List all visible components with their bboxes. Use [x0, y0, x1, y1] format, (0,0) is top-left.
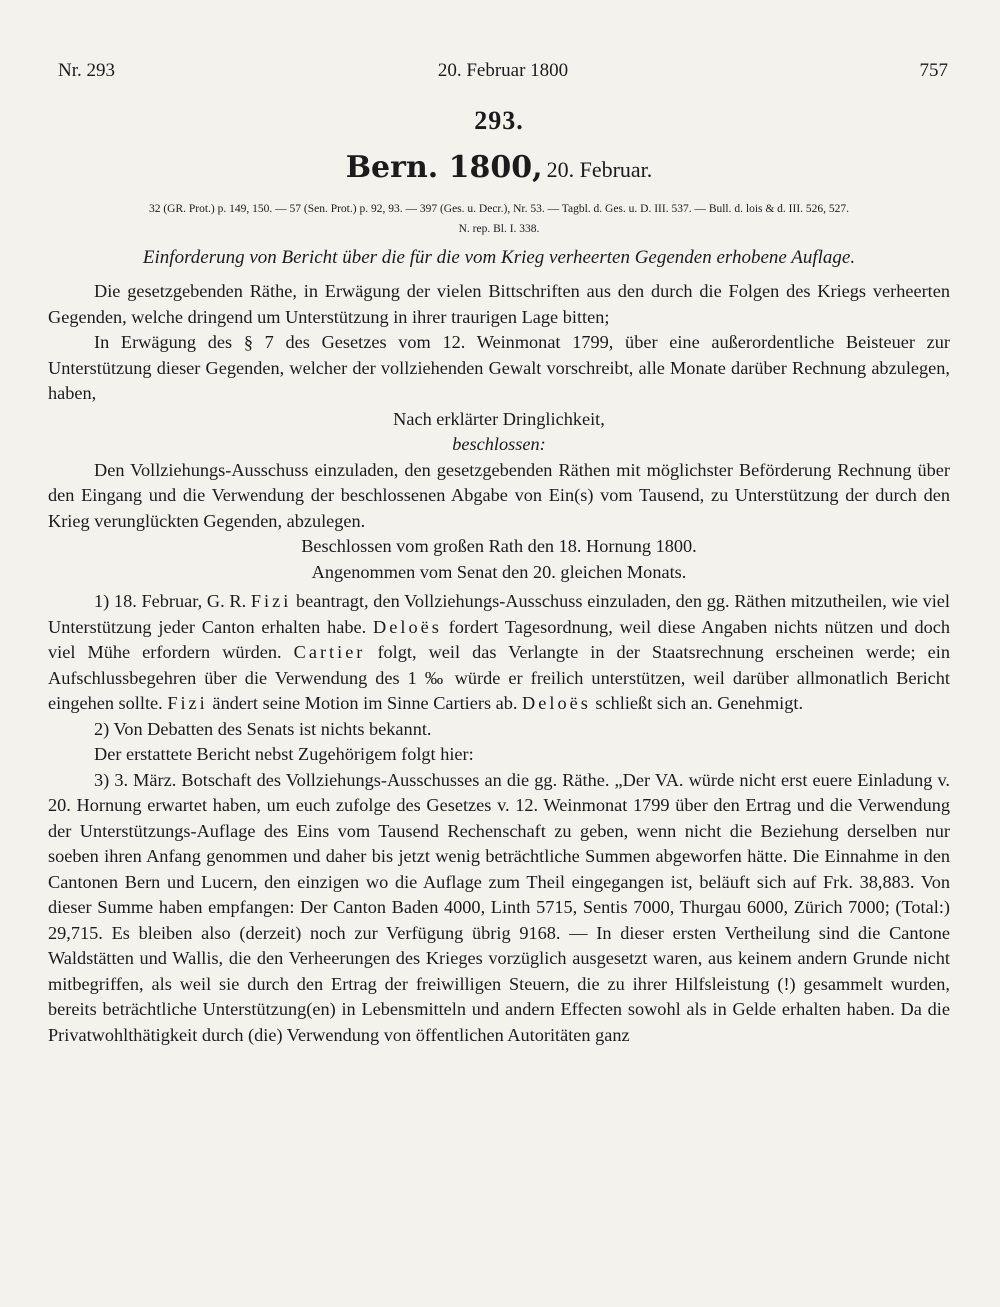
note-1-intro: 1) 18. Februar, G. R. — [94, 591, 251, 611]
speaker-name: Deloës — [522, 693, 591, 713]
note-1-text: fordert Tagesordnung, weil diese Angaben nichts nützen und doch viel Mühe erfordern würden. — [48, 616, 950, 662]
accepted-senate: Angenommen vom Senat den 20. gleichen Monats. — [311, 561, 687, 582]
source-references-continued: N. rep. Bl. I. 338. — [458, 223, 540, 235]
document-body — [48, 106, 950, 1048]
passed-great-council: Beschlossen vom großen Rath den 18. Hornung 1800. — [301, 536, 697, 556]
report-intro: Der erstattete Bericht nebst Zugehörigem folgt hier: — [94, 744, 474, 764]
header-record-number: Nr. 293 — [58, 60, 115, 81]
note-1 — [48, 589, 950, 717]
speaker-name: Cartier — [293, 642, 366, 662]
document-date: 20. Februar. — [546, 157, 653, 182]
paragraph-legal-basis: In Erwägung des § 7 des Gesetzes vom 12. Weinmonat 1799, über eine außerordentliche Beisteuer zur Unterstützung dieser Gegenden, welcher der vollziehenden Gewalt vorschreibt, alle Monate darüber Rechnung abzulegen, haben, — [48, 332, 950, 403]
header-date: 20. Februar 1800 — [437, 60, 569, 81]
urgency-declaration: Nach erklärter Dringlichkeit, — [393, 408, 605, 429]
speaker-name: Deloës — [373, 616, 442, 637]
paragraph-resolution: Den Vollziehungs-Ausschuss einzuladen, den gesetzgebenden Räthen mit möglichster Beförderung Rechnung über den Eingang und die Verwendung der beschlossenen Abgabe von Ein(s) vom Tausend, zu Unterstützung der durch den Krieg verunglückten Gegenden, abzulegen. — [48, 459, 950, 531]
note-1-text: schließt sich an. Genehmigt. — [590, 693, 804, 713]
paragraph-considerations: Die gesetzgebenden Räthe, in Erwägung der vielen Bittschriften aus den durch die Folgen des Kriegs verheerten Gegenden, welche dringend um Unterstützung in ihrer traurigen Lage bitten; — [48, 281, 950, 327]
document-subtitle: Einforderung von Bericht über die für die vom Krieg verheerten Gegenden erhobene Auflage. — [142, 247, 856, 268]
note-1-text: beantragt, den Vollziehungs-Ausschuss einzuladen, den gg. Räthen mitzutheilen, wie viel Unterstützung jeder Canton erhalten habe. — [48, 591, 950, 637]
note-1-text: folgt, weil das Verlangte in der Staatsrechnung erscheinen werde; ein Aufschlussbegehren über die Verwendung des 1 ‰ würde er freilich unterstützen, weil darüber allmonatlich Bericht eingehen sollte. — [48, 642, 950, 713]
speaker-name: Fizi — [167, 693, 208, 713]
document-place: Bern. 1800, — [345, 150, 543, 185]
document-title — [48, 150, 950, 185]
source-references: 32 (GR. Prot.) p. 149, 150. — 57 (Sen. Prot.) p. 92, 93. — 397 (Ges. u. Decr.), Nr. 53. — Tagbl. d. Ges. u. D. III. 537. — Bull. d. lois & d. III. 526, 527. — [148, 203, 850, 215]
note-2: 2) Von Debatten des Senats ist nichts bekannt. — [94, 718, 432, 739]
note-1-text: ändert seine Motion im Sinne Cartiers ab. — [207, 693, 523, 713]
running-header — [58, 60, 948, 90]
header-page-number: 757 — [919, 60, 948, 81]
speaker-name: Fizi — [250, 591, 292, 611]
note-3: 3) 3. März. Botschaft des Vollziehungs-Ausschusses an die gg. Räthe. „Der VA. würde nicht erst euere Einladung v. 20. Hornung erwartet haben, um euch zufolge des Gesetzes v. 12. Weinmonat 1799 über den Ertrag und die Verwendung der Unterstützungs-Auflage des Eins vom Tausend Rechenschaft zu geben, wenn nicht die Beziehung derselben nur soeben ihren Anfang genommen und daher bis jetzt wenig beträchtliche Summen abgeworfen hätte. Die Einnahme in den Cantonen Bern und Lucern, den einzigen wo die Auflage zum Theil eingegangen ist, beläuft sich auf Frk. 38,883. Von dieser Summe haben empfangen: Der Canton Baden 4000, Linth 5715, Sentis 7000, Thurgau 6000, Zürich 7000; (Total:) 29,715. Es bleiben also (derzeit) noch zur Verfügung übrig 9168. — In dieser ersten Vertheilung sind die Cantone Waldstätten und Wallis, die den Verheerungen des Krieges vorzüglich ausgesetzt waren, aus keinem andern Grunde nicht mitbegriffen, als weil sie durch den Ertrag der freiwilligen Steuern, die zu ihrer Hilfsleistung (!) gesammelt wurden, bereits beträchtliche Unterstützung(en) in Lebensmitteln und andern Effecten sowohl als in Gelde erhalten haben. Da die Privatwohlthätigkeit durch (die) Verwendung von öffentlichen Autoritäten ganz — [48, 769, 950, 1045]
resolution-heading: beschlossen: — [452, 434, 546, 454]
document-number: 293. — [474, 106, 524, 135]
